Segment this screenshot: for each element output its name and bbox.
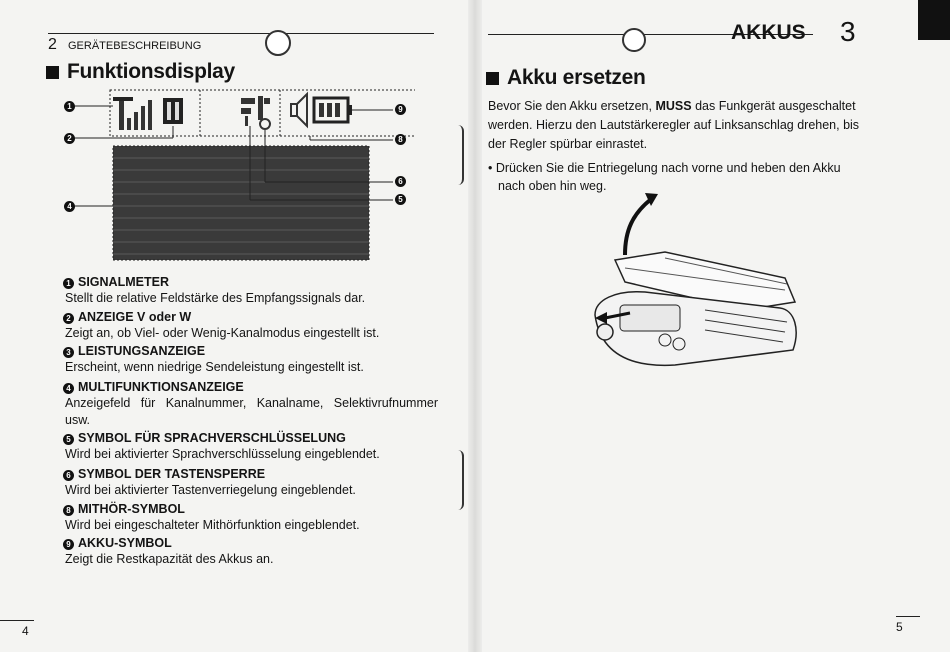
v-w-indicator-icon — [163, 98, 183, 124]
intro-line-3: der Regler spürbar einrastet. — [488, 137, 648, 151]
callout-6: 6 — [395, 176, 406, 187]
binding-mark — [458, 450, 464, 510]
item-title: MITHÖR-SYMBOL — [78, 502, 185, 516]
item-akku-symbol: 9 AKKU-SYMBOL Zeigt die Restkapazität des Akkus an. — [63, 536, 438, 568]
item-leistungsanzeige: 3 LEISTUNGSANZEIGE Erscheint, wenn niedrige Sendeleistung eingestellt ist. — [63, 344, 438, 376]
item-text: Stellt die relative Feldstärke des Empfangssignals dar. — [65, 291, 366, 305]
item-signalmeter: 1 SIGNALMETER Stellt die relative Feldstärke des Empfangssignals dar. — [63, 275, 438, 307]
item-sprachverschluesselung: 5 SYMBOL FÜR SPRACHVERSCHLÜSSELUNG Wird bei aktivierter Sprachverschlüsselung eingeblendet. — [63, 431, 438, 463]
intro-line-2: werden. Hierzu den Lautstärkeregler auf Linksanschlag drehen, bis — [488, 118, 860, 132]
item-title: ANZEIGE V oder W — [78, 310, 192, 324]
chapter-tab — [918, 0, 950, 40]
callout-1: 1 — [64, 101, 75, 112]
page-number: 4 — [22, 624, 29, 638]
callout-4: 4 — [64, 201, 75, 212]
item-multifunktionsanzeige: 4 MULTIFUNKTIONSANZEIGE Anzeigefeld für Kanalnummer, Kanalname, Selektivrufnummer usw. — [65, 380, 438, 427]
key-lock-icon — [258, 96, 270, 129]
section-title — [46, 60, 235, 84]
item-tastensperre: 6 SYMBOL DER TASTENSPERRE Wird bei aktivierter Tastenverriegelung eingeblendet. — [63, 467, 438, 499]
binder-hole — [622, 28, 646, 52]
footer-rule — [0, 620, 34, 621]
intro-line-1: Bevor Sie den Akku ersetzen, MUSS das Funkgerät ausgeschaltet — [488, 99, 856, 113]
battery-icon — [314, 98, 352, 122]
chapter-title: AKKUS — [731, 21, 806, 44]
lift-arrow-icon — [625, 200, 650, 255]
section-title-text: Akku ersetzen — [507, 66, 646, 89]
item-text: Zeigt die Restkapazität des Akkus an. — [65, 552, 274, 566]
item-title: SYMBOL DER TASTENSPERRE — [78, 467, 266, 481]
callout-8: 8 — [395, 134, 406, 145]
callout-5: 5 — [395, 194, 406, 205]
item-text: Erscheint, wenn niedrige Sendeleistung eingestellt ist. — [65, 360, 364, 374]
item-anzeige-v-w: 2 ANZEIGE V oder W Zeigt an, ob Viel- oder Wenig-Kanalmodus eingestellt ist. — [63, 310, 438, 342]
item-title: MULTIFUNKTIONSANZEIGE — [78, 380, 244, 394]
page-number: 5 — [896, 620, 903, 634]
intro-emphasis: MUSS — [655, 99, 692, 113]
item-text: Zeigt an, ob Viel- oder Wenig-Kanalmodus eingestellt ist. — [65, 326, 380, 340]
page-header: GERÄTEBESCHREIBUNG — [68, 40, 202, 52]
battery-removal-illustration — [555, 190, 825, 380]
chapter-number: 3 — [840, 16, 856, 47]
footer-rule — [896, 616, 920, 617]
page-gutter — [468, 0, 482, 652]
page-header-number: 2 — [48, 36, 57, 53]
binder-hole — [265, 30, 291, 56]
binding-mark — [458, 125, 464, 185]
scrambler-icon — [241, 98, 255, 126]
item-title: SYMBOL FÜR SPRACHVERSCHLÜSSELUNG — [78, 431, 346, 445]
callout-9: 9 — [395, 104, 406, 115]
item-text: Wird bei aktivierter Tastenverriegelung eingeblendet. — [65, 483, 356, 497]
item-mithoer-symbol: 8 MITHÖR-SYMBOL Wird bei eingeschalteter Mithörfunktion eingeblendet. — [63, 502, 438, 534]
section-title — [486, 66, 646, 90]
item-title: AKKU-SYMBOL — [78, 536, 172, 550]
multifunction-display — [113, 146, 369, 260]
bullet-line-2: nach oben hin weg. — [498, 179, 607, 193]
callout-2: 2 — [64, 133, 75, 144]
bullet-line-1: • Drücken Sie die Entriegelung nach vorne und heben den Akku — [488, 161, 841, 175]
item-text: Wird bei eingeschalteter Mithörfunktion eingeblendet. — [65, 518, 360, 532]
header-rule — [48, 33, 434, 34]
intro-paragraph — [488, 97, 878, 154]
item-title: SIGNALMETER — [78, 275, 169, 289]
item-text: Wird bei aktivierter Sprachverschlüsselung eingeblendet. — [65, 447, 380, 461]
item-text: Anzeigefeld für Kanalnummer, Kanalname, Selektivrufnummer usw. — [65, 396, 438, 427]
section-title-text: Funktionsdisplay — [67, 60, 235, 83]
speaker-icon — [291, 94, 307, 126]
signal-meter-icon — [113, 97, 152, 130]
display-diagram — [55, 86, 415, 266]
item-title: LEISTUNGSANZEIGE — [78, 344, 206, 358]
